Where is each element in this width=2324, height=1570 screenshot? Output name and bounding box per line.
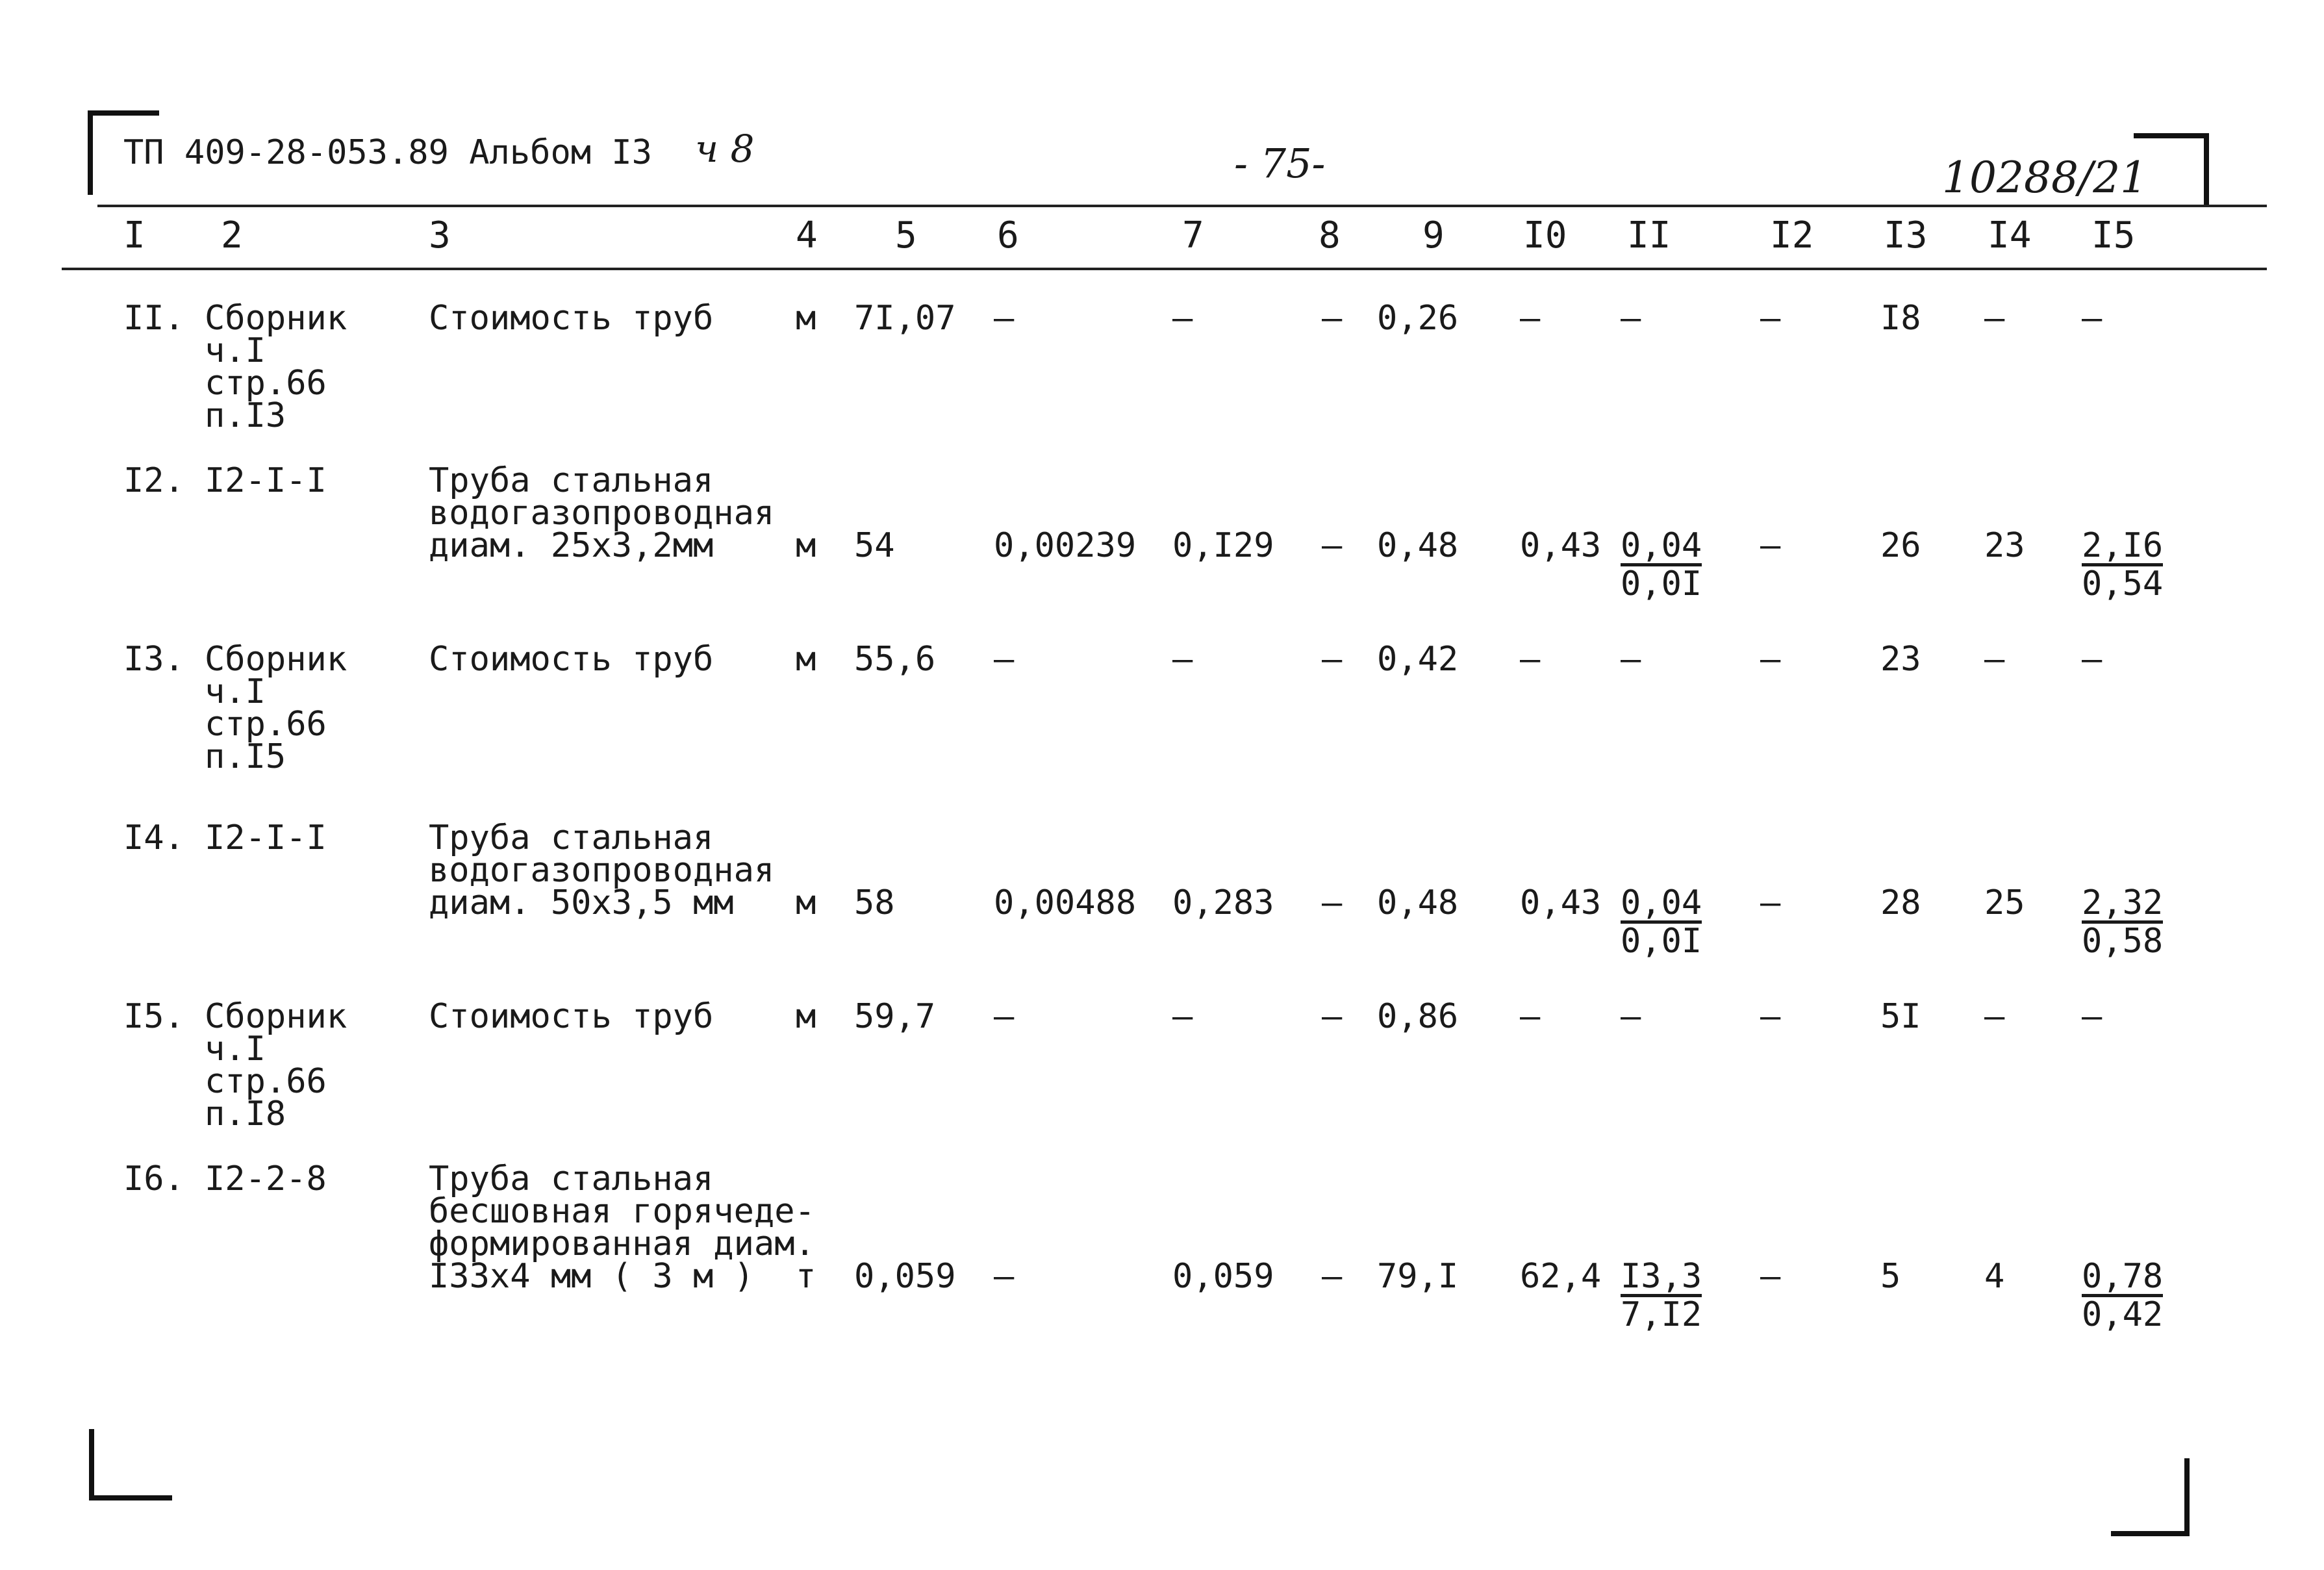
cell-col-13: 28 [1880, 883, 1921, 922]
row-number: II. [123, 299, 184, 338]
cell-col-6: – [994, 997, 1015, 1036]
frame-corner-bottom-right-horizontal [2111, 1531, 2190, 1536]
cell-col-9: 0,42 [1377, 640, 1459, 679]
cell-col-8: – [1322, 526, 1343, 565]
cell-col-11-fraction [1621, 1257, 1702, 1334]
fraction-denominator: 7,I2 [1621, 1295, 1702, 1334]
cell-col-5: 0,059 [854, 1257, 956, 1296]
row-unit: м [796, 640, 816, 679]
cell-col-14: – [1984, 299, 2005, 338]
column-header-13: I3 [1884, 214, 1928, 257]
cell-col-10: – [1520, 997, 1541, 1036]
cell-col-7: 0,I29 [1172, 526, 1274, 565]
cell-col-12: – [1760, 299, 1781, 338]
cell-col-13: 23 [1880, 640, 1921, 679]
cell-col-15-fraction [2082, 883, 2164, 961]
cell-col-6: – [994, 640, 1015, 679]
cell-col-9: 79,I [1377, 1257, 1459, 1296]
cell-col-8: – [1322, 299, 1343, 338]
cell-col-9: 0,48 [1377, 883, 1459, 922]
cell-col-10: 0,43 [1520, 526, 1602, 565]
handwritten-mark: ч 8 [695, 127, 755, 171]
column-header-7: 7 [1182, 214, 1204, 257]
column-header-14: I4 [1988, 214, 2032, 257]
cell-col-7: – [1172, 997, 1193, 1036]
cell-col-8: – [1322, 640, 1343, 679]
column-header-8: 8 [1319, 214, 1341, 257]
row-description: Труба стальная бесшовная горячеде- формированная диам. I33х4 мм ( 3 м ) [429, 1159, 815, 1296]
frame-corner-top-right-vertical [2204, 133, 2209, 205]
cell-col-5: 59,7 [854, 997, 936, 1036]
cell-col-6: 0,00488 [994, 883, 1137, 922]
cell-col-12: – [1760, 526, 1781, 565]
cell-col-11: – [1621, 997, 1641, 1036]
cell-col-5: 58 [854, 883, 895, 922]
header-bottom-rule [62, 268, 2267, 270]
fraction-denominator: 0,0I [1621, 922, 1702, 961]
cell-col-14: – [1984, 640, 2005, 679]
column-header-4: 4 [796, 214, 818, 257]
column-header-11: II [1627, 214, 1671, 257]
cell-col-13: I8 [1880, 299, 1921, 338]
cell-col-11-fraction [1621, 883, 1702, 961]
cell-col-13: 5 [1880, 1257, 1901, 1296]
cell-col-8: – [1322, 883, 1343, 922]
cell-col-7: 0,283 [1172, 883, 1274, 922]
column-header-5: 5 [895, 214, 917, 257]
header-top-rule [97, 205, 2267, 207]
cell-col-12: – [1760, 997, 1781, 1036]
column-header-10: I0 [1523, 214, 1567, 257]
cell-col-14: 23 [1984, 526, 2025, 565]
fraction-numerator: 2,32 [2082, 883, 2164, 922]
cell-col-15-fraction [2082, 526, 2164, 603]
fraction-denominator: 0,42 [2082, 1295, 2164, 1334]
column-header-2: 2 [221, 214, 243, 257]
cell-col-7: – [1172, 640, 1193, 679]
frame-corner-bottom-left-horizontal [89, 1495, 172, 1500]
column-header-12: I2 [1770, 214, 1814, 257]
cell-col-11: – [1621, 640, 1641, 679]
row-description: Стоимость труб [429, 299, 714, 338]
frame-corner-top-left-horizontal [88, 110, 159, 116]
page-number: - 75- [1234, 140, 1326, 187]
cell-col-10: 0,43 [1520, 883, 1602, 922]
cell-col-10: 62,4 [1520, 1257, 1602, 1296]
frame-corner-bottom-right-vertical [2184, 1458, 2190, 1536]
row-description: Стоимость труб [429, 640, 714, 679]
frame-corner-top-right-horizontal [2134, 133, 2209, 138]
fraction-numerator: 2,I6 [2082, 526, 2164, 565]
column-header-3: 3 [429, 214, 451, 257]
row-number: I4. [123, 818, 184, 857]
cell-col-7: 0,059 [1172, 1257, 1274, 1296]
row-number: I2. [123, 461, 184, 500]
fraction-numerator: 0,04 [1621, 883, 1702, 922]
cell-col-5: 54 [854, 526, 895, 565]
row-reference: Сборник ч.I стр.66 п.I5 [205, 640, 347, 776]
cell-col-9: 0,86 [1377, 997, 1459, 1036]
row-number: I5. [123, 997, 184, 1036]
frame-corner-top-left-vertical [88, 110, 93, 195]
fraction-denominator: 0,0I [1621, 564, 1702, 603]
row-reference: Сборник ч.I стр.66 п.I3 [205, 299, 347, 435]
row-description: Труба стальная водогазопроводная диам. 50х3,5 мм [429, 818, 775, 922]
cell-col-12: – [1760, 883, 1781, 922]
fraction-numerator: 0,04 [1621, 526, 1702, 565]
cell-col-5: 55,6 [854, 640, 936, 679]
cell-col-5: 7I,07 [854, 299, 956, 338]
row-reference: Сборник ч.I стр.66 п.I8 [205, 997, 347, 1133]
row-reference: I2-I-I [205, 461, 327, 500]
row-reference: I2-I-I [205, 818, 327, 857]
column-header-9: 9 [1422, 214, 1445, 257]
cell-col-14: – [1984, 997, 2005, 1036]
cell-col-10: – [1520, 640, 1541, 679]
cell-col-14: 4 [1984, 1257, 2005, 1296]
cell-col-13: 5I [1880, 997, 1921, 1036]
cell-col-6: – [994, 299, 1015, 338]
cell-col-15: – [2082, 299, 2103, 338]
row-unit: м [796, 883, 816, 922]
row-description: Стоимость труб [429, 997, 714, 1036]
cell-col-14: 25 [1984, 883, 2025, 922]
cell-col-8: – [1322, 997, 1343, 1036]
column-header-1: I [123, 214, 145, 257]
frame-corner-bottom-left-vertical [89, 1429, 94, 1500]
row-description: Труба стальная водогазопроводная диам. 25х3,2мм [429, 461, 775, 565]
cell-col-15: – [2082, 640, 2103, 679]
row-number: I6. [123, 1159, 184, 1198]
cell-col-11-fraction [1621, 526, 1702, 603]
cell-col-12: – [1760, 640, 1781, 679]
cell-col-13: 26 [1880, 526, 1921, 565]
row-unit: м [796, 997, 816, 1036]
cell-col-9: 0,48 [1377, 526, 1459, 565]
archive-number: 10288/21 [1942, 153, 2148, 203]
cell-col-11: – [1621, 299, 1641, 338]
fraction-denominator: 0,54 [2082, 564, 2164, 603]
cell-col-8: – [1322, 1257, 1343, 1296]
cell-col-15: – [2082, 997, 2103, 1036]
fraction-numerator: 0,78 [2082, 1257, 2164, 1296]
row-number: I3. [123, 640, 184, 679]
fraction-denominator: 0,58 [2082, 922, 2164, 961]
row-unit: м [796, 299, 816, 338]
cell-col-9: 0,26 [1377, 299, 1459, 338]
fraction-numerator: I3,3 [1621, 1257, 1702, 1296]
cell-col-6: – [994, 1257, 1015, 1296]
cell-col-12: – [1760, 1257, 1781, 1296]
cell-col-6: 0,00239 [994, 526, 1137, 565]
cell-col-15-fraction [2082, 1257, 2164, 1334]
row-unit: т [796, 1257, 816, 1296]
cell-col-10: – [1520, 299, 1541, 338]
column-header-15: I5 [2091, 214, 2136, 257]
cell-col-7: – [1172, 299, 1193, 338]
document-code: ТП 409-28-053.89 Альбом I3 [123, 133, 652, 172]
column-header-6: 6 [997, 214, 1019, 257]
row-reference: I2-2-8 [205, 1159, 327, 1198]
row-unit: м [796, 526, 816, 565]
